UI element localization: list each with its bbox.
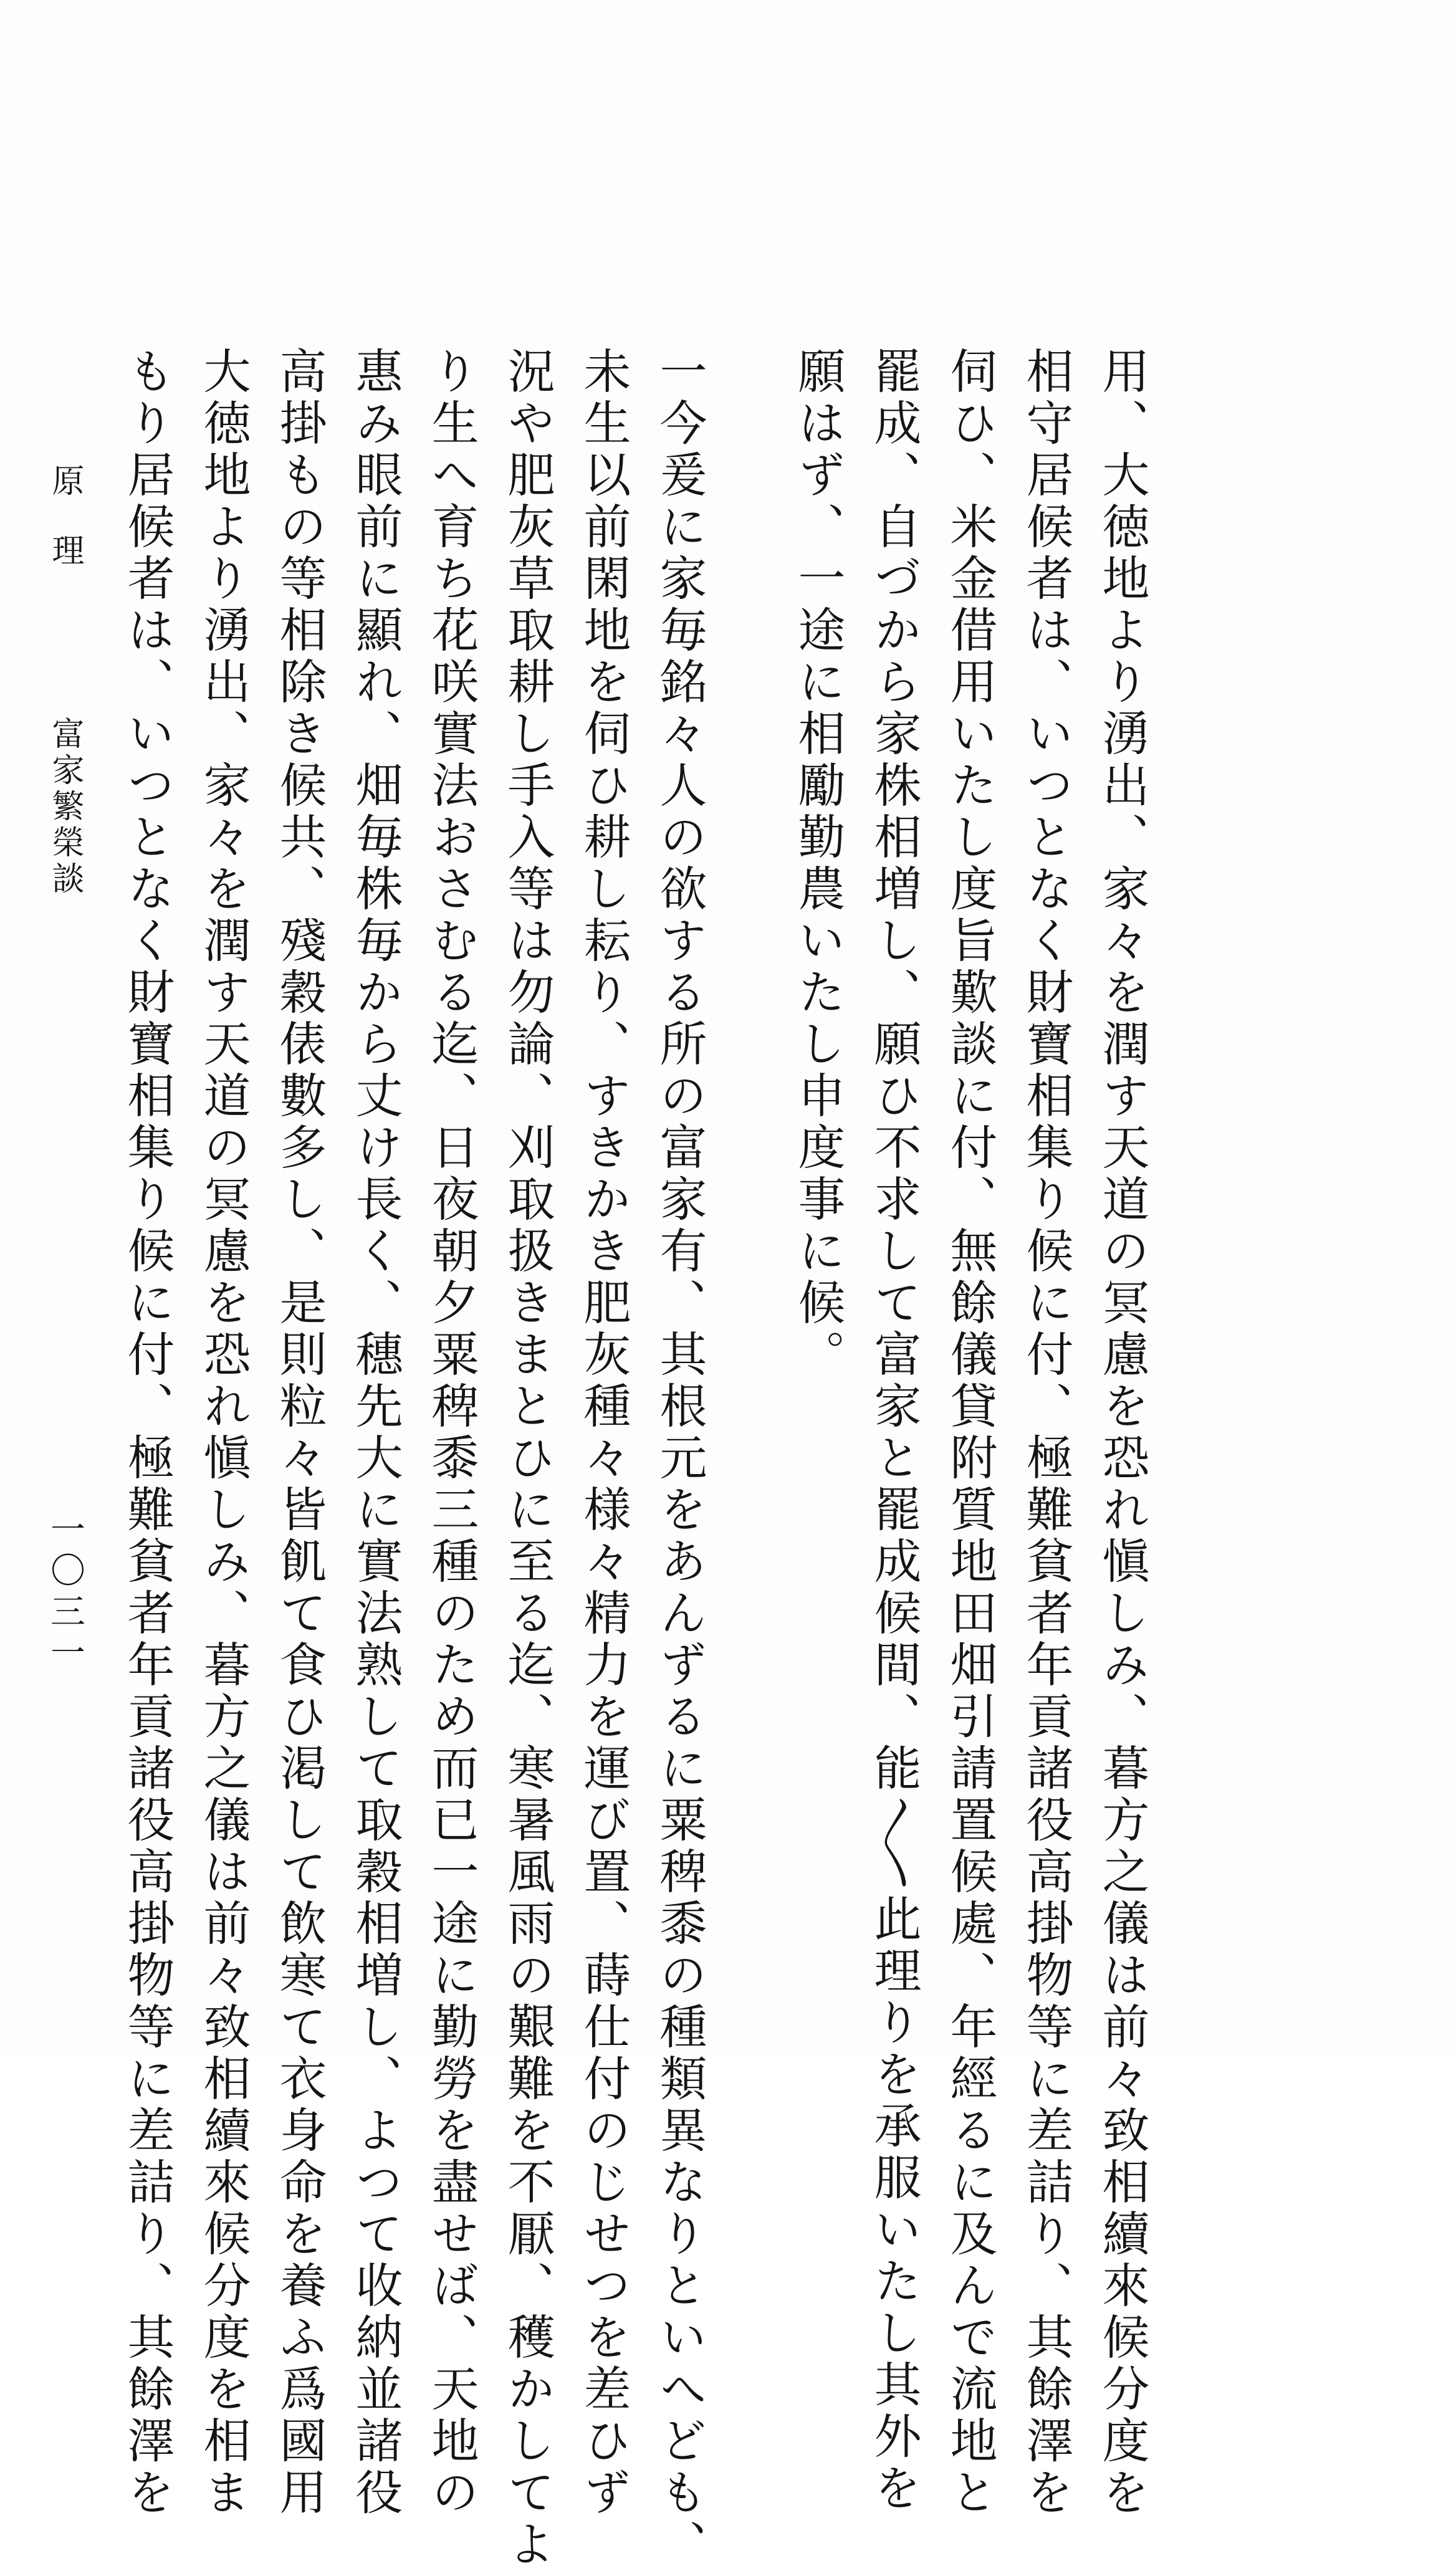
text-column: 相守居候者は、いつとなく財寶相集り候に付、極難貧者年貢諸役高掛物等に差詰り、其餘澤を (1018, 347, 1074, 2519)
text-column: 罷成、自づから家株相増し、願ひ不求して富家と罷成候間、能〳〵此理りを承服いたし其外を (866, 347, 922, 2515)
text-column: 未生以前閑地を伺ひ耕し耘り、すきかき肥灰種々様々精力を運び置、蒔仕付のじせつを差ひず (576, 347, 631, 2519)
text-column: 一今爰に家毎銘々人の欲する所の富家有、其根元をあんずるに粟稗黍の種類異なりといへども、 (652, 347, 707, 2571)
text-column: 況や肥灰草取耕し手入等は勿論、刈取扱きまとひに至る迄、寒暑風雨の艱難を不厭、穫かしてよ (500, 347, 555, 2571)
page-number: 一〇三一 (45, 1511, 85, 1675)
text-column: 大徳地より湧出、家々を潤す天道の冥慮を恐れ愼しみ、暮方之儀は前々致相續來候分度を相ま (196, 347, 251, 2519)
text-column: 用、大徳地より湧出、家々を潤す天道の冥慮を恐れ愼しみ、暮方之儀は前々致相續來候分度を (1094, 347, 1150, 2519)
text-column: 高掛もの等相除き候共、殘穀俵數多し、是則粒々皆飢て食ひ渇して飲寒て衣身命を養ふ爲國用 (272, 347, 327, 2519)
text-column: 伺ひ、米金借用いたし度旨歎談に付、無餘儀貸附質地田畑引請置候處、年經るに及んで流地と (942, 347, 998, 2519)
text-column: 惠み眼前に顯れ、畑毎株毎から丈け長く、穗先大に實法熟して取穀相増し、よつて收納並諸役 (348, 347, 403, 2519)
text-column: もり居候者は、いつとなく財寶相集り候に付、極難貧者年貢諸役高掛物等に差詰り、其餘澤を (120, 347, 175, 2519)
running-book-title: 富家繁榮談 (46, 717, 84, 898)
text-column: 願はず、一途に相勵勤農いたし申度事に候。 (790, 347, 846, 1381)
text-column: り生へ育ち花咲實法おさむる迄、日夜朝夕粟稗黍三種のため而已一途に勤勞を盡せば、天地の (424, 347, 479, 2519)
running-section-label: 原理 (46, 464, 84, 603)
